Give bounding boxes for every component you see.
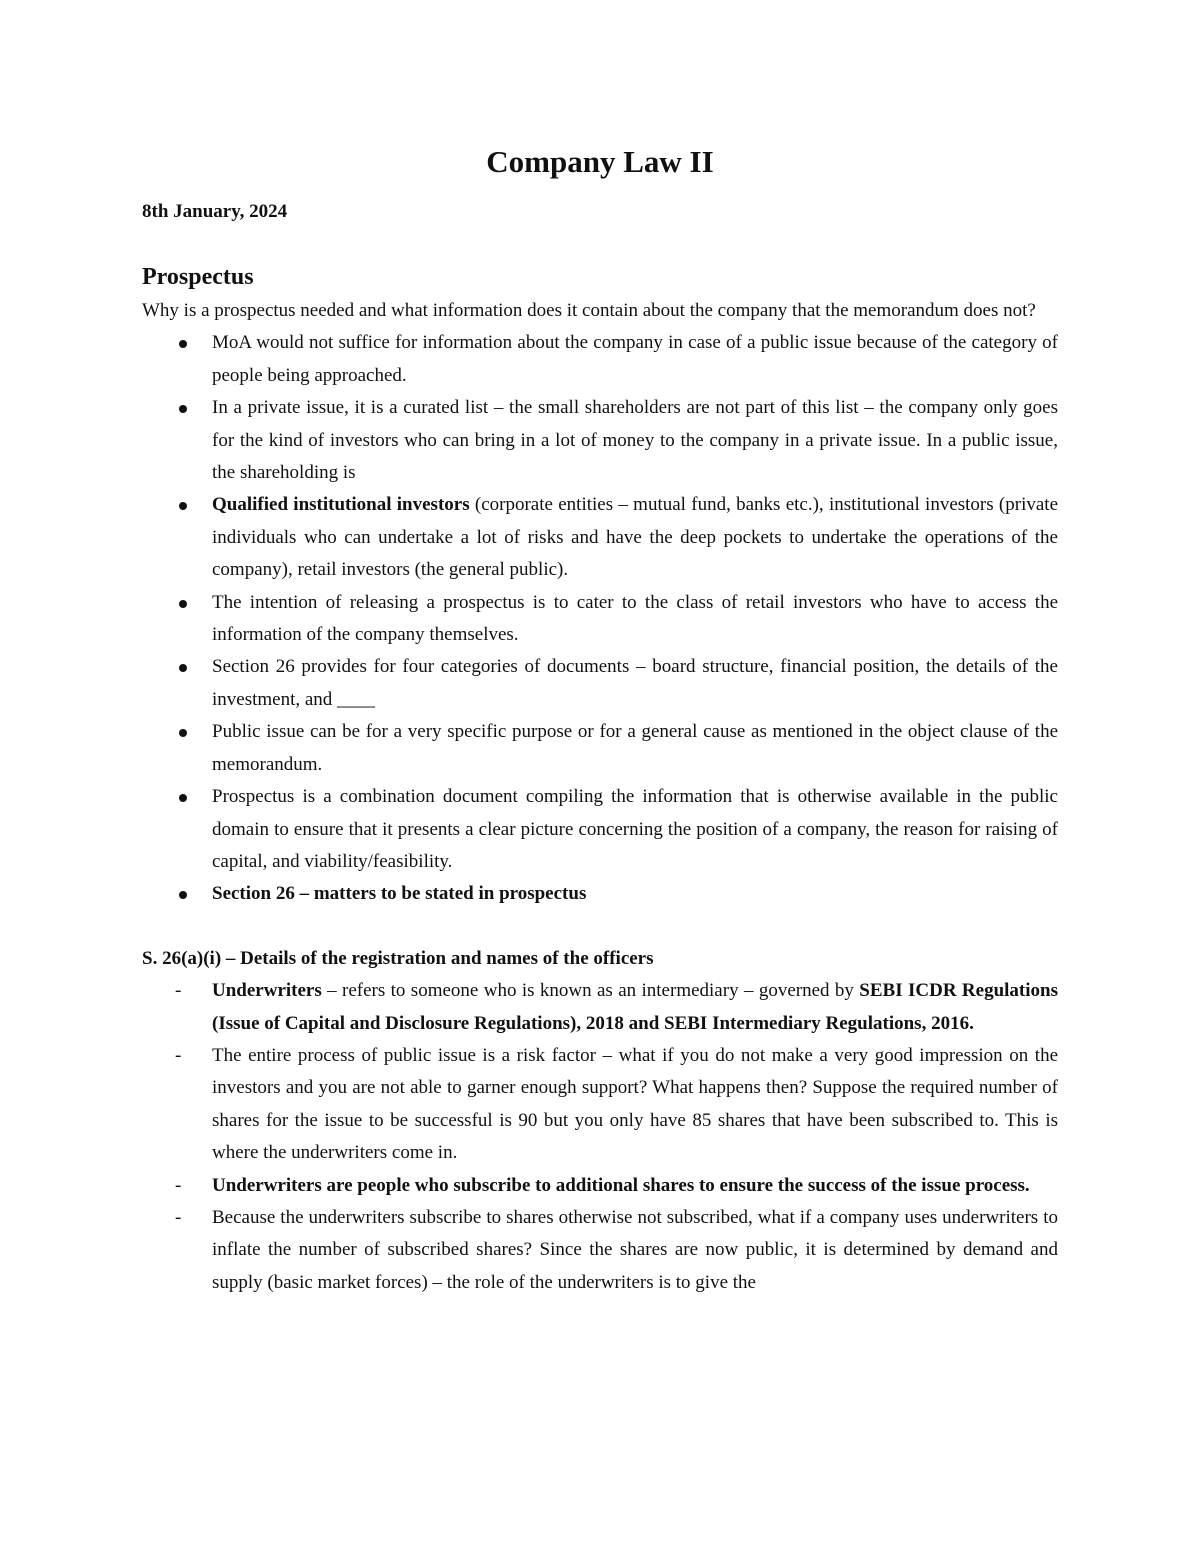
intro-paragraph: Why is a prospectus needed and what information does it contain about the company that the memorandum does not? bbox=[142, 300, 1036, 321]
list-item-text: MoA would not suffice for information about the company in case of a public issue because of the category of people being approached. bbox=[212, 332, 1058, 386]
list-item bbox=[142, 489, 1058, 586]
list-item-bold-text: Qualified institutional investors bbox=[212, 494, 470, 516]
list-item-bold-text: SEBI ICDR Regulations (Issue of Capital and Disclosure Regulations), 2018 and SEBI Intermediary Regulations, 2016. bbox=[212, 980, 1058, 1034]
list-item-text: Public issue can be for a very specific purpose or for a general cause as mentioned in the object clause of the memorandum. bbox=[212, 721, 1058, 775]
list-item-bold-text: Underwriters bbox=[212, 980, 322, 1002]
list-item bbox=[142, 392, 1058, 489]
list-item bbox=[142, 975, 1058, 1040]
list-item-text: In a private issue, it is a curated list – the small shareholders are not part of this list – the company only goes for the kind of investors who can bring in a lot of money to the company in a private issue. In a public issue, the shareholding is bbox=[212, 397, 1058, 484]
list-item-bold-text: Section 26 – matters to be stated in prospectus bbox=[212, 883, 587, 905]
list-item bbox=[142, 1170, 1058, 1202]
dash-marker: - bbox=[175, 980, 182, 1002]
list-item-text: – refers to someone who is known as an intermediary – governed by bbox=[321, 980, 860, 1002]
document-date: 8th January, 2024 bbox=[142, 201, 288, 222]
underwriters-dash-list bbox=[142, 975, 1058, 1299]
list-item-text: The entire process of public issue is a risk factor – what if you do not make a very good impression on the investors and you are not able to garner enough support? What happens then? Suppose the required number of shares for the issue to be successful is 90 but you only have 85 shares that have been subscribed to. This is where the underwriters come in. bbox=[212, 1044, 1058, 1164]
bullet-icon bbox=[179, 664, 187, 672]
bullet-icon bbox=[179, 891, 187, 899]
list-item-bold-text: Underwriters are people who subscribe to additional shares to ensure the success of the issue process. bbox=[212, 1174, 1030, 1196]
bullet-icon bbox=[179, 794, 187, 802]
prospectus-bullet-list bbox=[142, 327, 1058, 910]
list-item bbox=[142, 327, 1058, 392]
page-title: Company Law II bbox=[486, 144, 714, 179]
list-item bbox=[142, 781, 1058, 878]
bullet-icon bbox=[179, 729, 187, 737]
dash-marker: - bbox=[175, 1044, 182, 1066]
document-content bbox=[142, 140, 1058, 1299]
list-item bbox=[142, 1040, 1058, 1170]
bullet-icon bbox=[179, 502, 187, 510]
list-item-text: Prospectus is a combination document compiling the information that is otherwise available in the public domain to ensure that it presents a clear picture concerning the position of a company, the reason for raising of capital, and viability/feasibility. bbox=[212, 786, 1058, 872]
dash-marker: - bbox=[175, 1174, 182, 1196]
list-item bbox=[142, 651, 1058, 716]
list-item bbox=[142, 878, 1058, 910]
bullet-icon bbox=[179, 340, 187, 348]
list-item-text: The intention of releasing a prospectus is to cater to the class of retail investors who have to access the information of the company themselves. bbox=[212, 591, 1058, 646]
list-item bbox=[142, 1202, 1058, 1299]
list-item-text: Section 26 provides for four categories of documents – board structure, financial position, the details of the investment, and ____ bbox=[212, 656, 1058, 710]
section-heading-prospectus: Prospectus bbox=[142, 264, 254, 290]
bullet-icon bbox=[179, 405, 187, 413]
list-item-text: Because the underwriters subscribe to shares otherwise not subscribed, what if a company uses underwriters to inflate the number of subscribed shares? Since the shares are now public, it is determined by demand and supply (basic market forces) – the role of the underwriters is to give the bbox=[212, 1206, 1058, 1293]
dash-marker: - bbox=[175, 1206, 182, 1228]
list-item bbox=[142, 716, 1058, 781]
list-item bbox=[142, 587, 1058, 652]
list-item-text: (corporate entities – mutual fund, banks etc.), institutional investors (private individuals who can undertake a lot of risks and have the deep pockets to undertake the operations of the company), retail investors (the general public). bbox=[212, 494, 1059, 581]
bullet-icon bbox=[179, 600, 187, 608]
sub-heading-s26: S. 26(a)(i) – Details of the registration and names of the officers bbox=[142, 947, 654, 969]
spacer bbox=[142, 911, 1058, 943]
